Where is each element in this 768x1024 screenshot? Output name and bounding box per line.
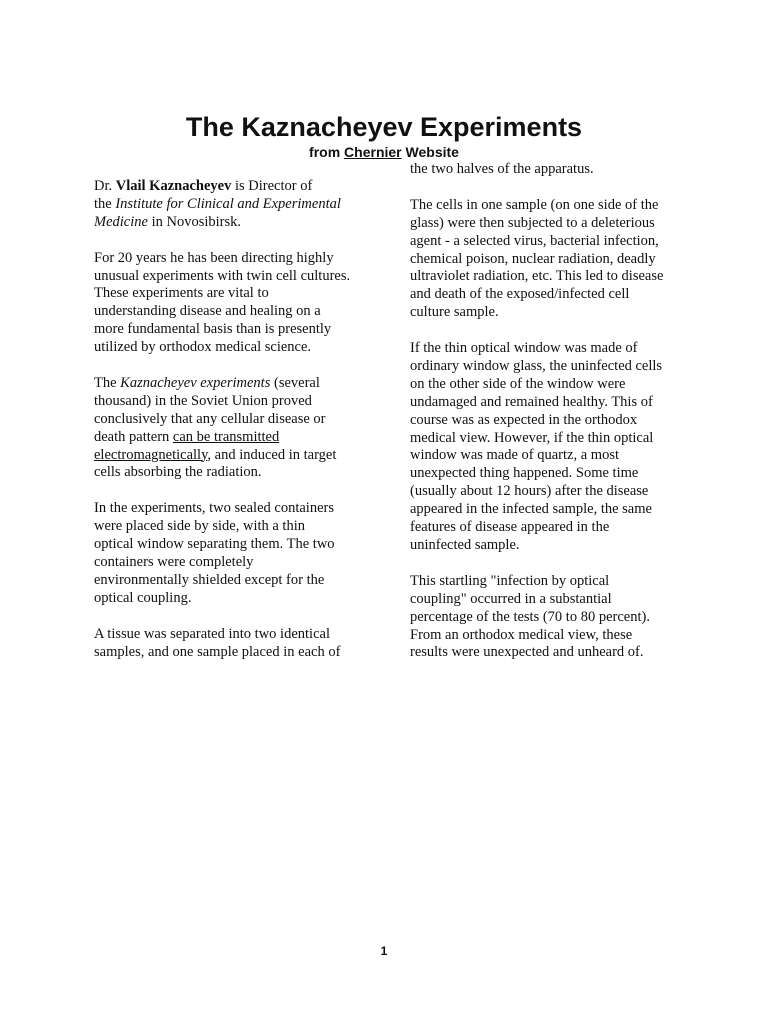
text-line: In the experiments, two sealed containers [94,500,334,517]
text-line: (usually about 12 hours) after the disease [410,483,649,500]
text-run: , and induced in target [207,446,337,463]
paragraph-deleterious-agent [410,197,692,322]
chernier-link[interactable]: Chernier [344,144,402,160]
text-line [94,196,366,214]
institute-name: Institute for Clinical and Experimental [115,195,341,212]
text-run: death pattern [94,428,173,445]
left-column [94,178,366,679]
right-column [410,161,692,680]
paragraph-optical-coupling [410,573,692,663]
text-line: A tissue was separated into two identical [94,625,330,642]
text-run: The [94,374,121,391]
text-line: If the thin optical window was made of [410,340,638,357]
text-line [94,375,366,393]
text-run: the [94,195,116,212]
text-line: utilized by orthodox medical science. [94,339,312,356]
text-line: understanding disease and healing on a [94,303,321,320]
text-line: percentage of the tests (70 to 80 percent). [410,608,650,625]
page-number: 1 [380,944,388,958]
text-line: containers were completely [94,553,254,570]
text-line [94,429,366,447]
text-line: These experiments are vital to [94,285,269,302]
paragraph-experiments [94,375,366,482]
text-line: were placed side by side, with a thin [94,518,305,535]
underlined-phrase: can be transmitted [172,428,280,445]
text-line: undamaged and remained healthy. This of [410,393,653,410]
document-title: The Kaznacheyev Experiments [185,112,583,142]
text-line [94,447,366,465]
document-subtitle [0,143,768,161]
text-line: agent - a selected virus, bacterial infection, [410,232,659,249]
text-line: and death of the exposed/infected cell [410,286,630,303]
text-line: cells absorbing the radiation. [94,464,262,481]
text-line: environmentally shielded except for the [94,571,325,588]
text-line: thousand) in the Soviet Union proved [94,392,312,409]
paragraph-tissue [94,626,366,662]
text-line: ordinary window glass, the uninfected cells [410,357,663,374]
text-line: coupling" occurred in a substantial [410,590,612,607]
subtitle-suffix: Website [401,144,459,160]
text-line [94,214,366,232]
text-line: optical window separating them. The two [94,536,335,553]
text-line: This startling "infection by optical [410,572,610,589]
subtitle-prefix: from [309,144,345,160]
text-line [94,178,366,196]
text-line: ultraviolet radiation, etc. This led to disease [410,268,664,285]
paragraph-containers [94,500,366,607]
text-line: culture sample. [410,304,499,321]
paragraph-twin-cultures [94,250,366,357]
text-line: samples, and one sample placed in each of [94,643,341,660]
text-line: features of disease appeared in the [410,519,610,536]
text-line: on the other side of the window were [410,375,626,392]
text-line: results were unexpected and unheard of. [410,644,644,661]
text-run: (several [270,374,320,391]
text-line: optical coupling. [94,589,192,606]
text-line: medical view. However, if the thin optical [410,429,654,446]
paragraph-optical-window [410,340,692,555]
text-line: conclusively that any cellular disease or [94,410,326,427]
text-line: chemical poison, nuclear radiation, deadly [410,250,656,267]
person-name: Vlail Kaznacheyev [115,178,232,194]
text-line: unexpected thing happened. Some time [410,465,639,482]
text-run: in Novosibirsk. [147,213,241,230]
paragraph-apparatus [410,161,692,179]
text-line: appeared in the infected sample, the same [410,501,652,518]
underlined-phrase-cont: electromagnetically [94,446,208,463]
text-line: From an orthodox medical view, these [410,626,633,643]
text-line: unusual experiments with twin cell cultures. [94,267,351,284]
text-line: For 20 years he has been directing highly [94,249,334,266]
text-run: Dr. [94,178,116,194]
text-line: glass) were then subjected to a deleterious [410,214,655,231]
text-line: more fundamental basis than is presently [94,321,332,338]
experiments-term: Kaznacheyev experiments [120,374,271,391]
text-line: uninfected sample. [410,537,520,553]
paragraph-director [94,178,366,232]
institute-name-cont: Medicine [94,213,148,230]
text-line: The cells in one sample (on one side of the [410,196,659,213]
text-run: is Director of [231,178,313,194]
text-line: the two halves of the apparatus. [410,161,594,177]
text-line: course was as expected in the orthodox [410,411,638,428]
text-line: window was made of quartz, a most [410,447,619,464]
